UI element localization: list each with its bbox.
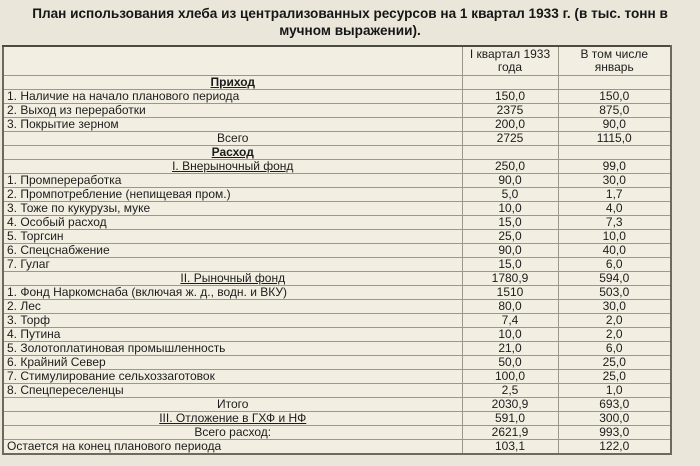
label-cell: 3. Торф [3,314,462,328]
jan-value-cell [558,146,671,160]
jan-value-cell: 25,0 [558,370,671,384]
jan-value-cell: 40,0 [558,244,671,258]
q1-value-cell: 100,0 [462,370,558,384]
q1-value-cell: 103,1 [462,440,558,455]
label-cell: 2. Лес [3,300,462,314]
jan-value-cell: 30,0 [558,300,671,314]
label-cell: Расход [3,146,462,160]
q1-value-cell: 21,0 [462,342,558,356]
table-row [3,370,671,384]
jan-value-cell: 1,0 [558,384,671,398]
label-cell: II. Рыночный фонд [3,272,462,286]
q1-value-cell: 5,0 [462,188,558,202]
q1-value-cell: 2725 [462,132,558,146]
table-row [3,300,671,314]
label-cell: 1. Промпереработка [3,174,462,188]
table-row [3,90,671,104]
label-cell: 6. Спецснабжение [3,244,462,258]
header-jan-cell: В том числе январь [558,46,671,76]
q1-value-cell: 7,4 [462,314,558,328]
label-cell: 3. Покрытие зерном [3,118,462,132]
q1-value-cell: 2,5 [462,384,558,398]
header-label-cell [3,46,462,76]
q1-value-cell: 250,0 [462,160,558,174]
jan-value-cell: 2,0 [558,328,671,342]
jan-value-cell: 693,0 [558,398,671,412]
jan-value-cell: 993,0 [558,426,671,440]
jan-value-cell: 300,0 [558,412,671,426]
table-row [3,384,671,398]
label-cell: 5. Торгсин [3,230,462,244]
jan-value-cell: 25,0 [558,356,671,370]
table-row [3,160,671,174]
jan-value-cell: 122,0 [558,440,671,455]
jan-value-cell: 4,0 [558,202,671,216]
q1-value-cell: 50,0 [462,356,558,370]
jan-value-cell: 10,0 [558,230,671,244]
q1-value-cell: 2030,9 [462,398,558,412]
label-cell: 1. Фонд Наркомснаба (включая ж. д., водн. и ВКУ) [3,286,462,300]
table-row [3,244,671,258]
header-row [3,46,671,76]
table-row [3,76,671,90]
jan-value-cell: 7,3 [558,216,671,230]
table-row [3,132,671,146]
label-cell: Итого [3,398,462,412]
table-row [3,104,671,118]
label-cell: 7. Стимулирование сельхоззаготовок [3,370,462,384]
table-row [3,230,671,244]
q1-value-cell: 591,0 [462,412,558,426]
q1-value-cell: 15,0 [462,258,558,272]
label-cell: 6. Крайний Север [3,356,462,370]
jan-value-cell: 1115,0 [558,132,671,146]
jan-value-cell: 30,0 [558,174,671,188]
jan-value-cell: 90,0 [558,118,671,132]
header-q1-cell: I квартал 1933 года [462,46,558,76]
table-row [3,426,671,440]
table-row [3,286,671,300]
q1-value-cell: 2375 [462,104,558,118]
label-cell: 4. Путина [3,328,462,342]
table-row [3,398,671,412]
table-row [3,188,671,202]
table-row [3,202,671,216]
q1-value-cell [462,76,558,90]
q1-value-cell: 200,0 [462,118,558,132]
table-row [3,118,671,132]
label-cell: 2. Промпотребление (непищевая пром.) [3,188,462,202]
table-body [3,76,671,455]
q1-value-cell: 10,0 [462,328,558,342]
q1-value-cell: 1780,9 [462,272,558,286]
table-row [3,440,671,455]
q1-value-cell: 90,0 [462,244,558,258]
jan-value-cell: 875,0 [558,104,671,118]
q1-value-cell: 1510 [462,286,558,300]
table-row [3,356,671,370]
jan-value-cell: 594,0 [558,272,671,286]
label-cell: Всего расход: [3,426,462,440]
label-cell: I. Внерыночный фонд [3,160,462,174]
label-cell: 5. Золотоплатиновая промышленность [3,342,462,356]
q1-value-cell [462,146,558,160]
table-row [3,412,671,426]
label-cell: III. Отложение в ГХФ и НФ [3,412,462,426]
table-row [3,174,671,188]
label-cell: 7. Гулаг [3,258,462,272]
q1-value-cell: 15,0 [462,216,558,230]
jan-value-cell: 6,0 [558,342,671,356]
jan-value-cell: 2,0 [558,314,671,328]
label-cell: 1. Наличие на начало планового периода [3,90,462,104]
q1-value-cell: 10,0 [462,202,558,216]
jan-value-cell: 99,0 [558,160,671,174]
table-row [3,314,671,328]
label-cell: Приход [3,76,462,90]
q1-value-cell: 80,0 [462,300,558,314]
label-cell: 2. Выход из переработки [3,104,462,118]
jan-value-cell: 150,0 [558,90,671,104]
table-row [3,258,671,272]
table-row [3,342,671,356]
table-row [3,216,671,230]
label-cell: Остается на конец планового периода [3,440,462,455]
table-row [3,272,671,286]
jan-value-cell [558,76,671,90]
q1-value-cell: 2621,9 [462,426,558,440]
q1-value-cell: 90,0 [462,174,558,188]
plan-table [2,45,672,455]
table-row [3,328,671,342]
q1-value-cell: 150,0 [462,90,558,104]
document-title: План использования хлеба из централизованных ресурсов на 1 квартал 1933 г. (в тыс. тонн в мучном выражении). [32,6,668,38]
label-cell: 3. Тоже по кукурузы, муке [3,202,462,216]
label-cell: 4. Особый расход [3,216,462,230]
jan-value-cell: 503,0 [558,286,671,300]
label-cell: 8. Спецпереселенцы [3,384,462,398]
jan-value-cell: 6,0 [558,258,671,272]
label-cell: Всего [3,132,462,146]
q1-value-cell: 25,0 [462,230,558,244]
jan-value-cell: 1,7 [558,188,671,202]
table-header [3,46,671,76]
table-row [3,146,671,160]
